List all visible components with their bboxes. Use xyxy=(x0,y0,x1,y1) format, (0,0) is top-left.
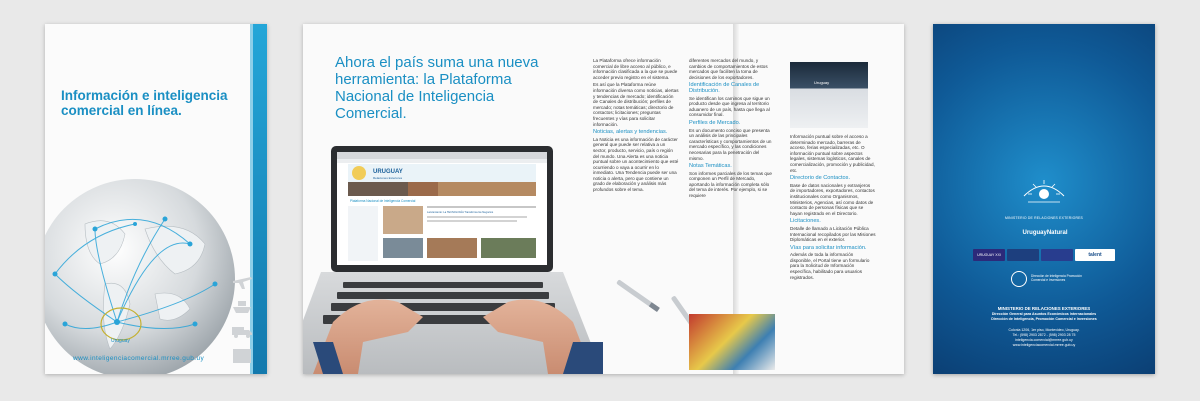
col3-p1: Información puntual sobre el acceso a determinado mercado, barreras de acceso, ferias especializadas, etc. O información puntual sobre aspectos legales, sistemas logísticos, canales de comercialización, promoción y publicidad, etc. xyxy=(790,134,875,173)
cover-url[interactable]: www.inteligenciacomercial.mrree.gub.uy xyxy=(73,355,205,362)
uruguay-map-label: Uruguay xyxy=(111,338,130,344)
site-title: Plataforma Nacional de Inteligencia Comercial xyxy=(350,199,416,203)
ministry-seal-icon xyxy=(1018,174,1070,214)
ic-logo-icon xyxy=(1011,271,1027,287)
col3-heading-3: Vías para solicitar información. xyxy=(790,244,867,251)
col3-p2: Base de datos nacionales y extranjeros de importadores, exportadores, contactos institucionales como Organismos, Ministerios, Agencias, así como datos de contacto de personas físicas que se hayan registrado en el Directorio. xyxy=(790,182,875,216)
ship-icon xyxy=(233,301,251,313)
back-line-2: Dirección General para Asuntos Económicos Internacionales xyxy=(991,312,1097,316)
back-email[interactable]: inteligencia.comercial@mrree.gub.uy xyxy=(1015,338,1073,342)
partner-logo-talent: talent xyxy=(1075,249,1115,261)
cover-title: Información e inteligencia comercial en línea. xyxy=(61,88,228,118)
globe-network-illustration xyxy=(45,174,245,374)
col2-p2: Se identifican los caminos que sigue un producto desde que ingresa al territorio aduanero de un país, hasta que llega al consumidor final. xyxy=(689,95,770,118)
site-news-headline: Lanzamiento: La TECNOLOGÍA Transforma los Negocios xyxy=(427,211,494,214)
col1-p3: La Noticia es una información de carácter general que puede ser relativa a un sector, producto, servicio, país o región del mundo. Una Alerta es una noticia puntual sobre un acontecimiento que esté ocurriendo o vaya a ocurrir en lo inmediato. Una Tendencia puede ser una noticia o alerta, pero que contiene un grado de elaboración y análisis más profundos sobre el tema. xyxy=(593,136,679,193)
col1-heading: Noticias, alertas y tendencias. xyxy=(593,129,668,136)
col1-p2: Es así que la Plataforma reúne información diversa como noticias, alertas y tendencias de mercado; identificación de Canales de distribución; perfiles de mercado; notas temáticas; directorio de contactos; licitaciones; preguntas frecuentes y vías para solicitar información. xyxy=(593,82,679,127)
booth-brand: Uruguay xyxy=(814,80,830,85)
spread-headline: Ahora el país suma una nueva herramienta: la Plataforma Nacional de Inteligencia Comercial. xyxy=(335,54,539,122)
brochure-cover-panel xyxy=(45,24,267,374)
uruguay-natural-brand: UruguayNatural xyxy=(1022,230,1068,236)
partner-logo-3 xyxy=(1041,249,1073,261)
laptop-hands-photo xyxy=(303,142,603,374)
expo-booth-photo xyxy=(790,62,868,128)
text-column-1 xyxy=(593,58,679,195)
supermarket-photo xyxy=(689,314,775,370)
back-line-1: MINISTERIO DE RELACIONES EXTERIORES xyxy=(997,306,1091,311)
cover-blue-band xyxy=(253,24,267,374)
brochure-inner-spread xyxy=(303,24,904,374)
ministry-seal-label: MINISTERIO DE RELACIONES EXTERIORES xyxy=(1004,216,1084,220)
back-line-3: Dirección de Inteligencia, Promoción Comercial e Inversiones xyxy=(991,317,1097,321)
col2-p1: diferentes mercados del mundo, y cambios de comportamientos de estos mercados que faciliten la toma de decisiones de los exportadores. xyxy=(689,58,768,80)
site-brand: URUGUAY xyxy=(373,169,403,175)
truck-icon xyxy=(232,327,252,335)
col2-p3: Es un documento conciso que presenta un análisis de las principales características y comportamientos de un mercado específico, y las condiciones necesarias para la penetración del mismo. xyxy=(689,127,772,161)
back-url[interactable]: www.inteligenciacomercial.mrree.gub.uy xyxy=(1012,343,1076,347)
col3-p4: Además de toda la información disponible, el Portal tiene un formulario para la Solicitud de Información específica, habilitado para usuarios registrados. xyxy=(790,252,870,280)
brochure-back-panel xyxy=(933,24,1155,374)
partner-logo-2 xyxy=(1007,249,1039,261)
col3-heading-2: Licitaciones. xyxy=(790,218,821,225)
site-sub: Relaciones Exteriores xyxy=(373,176,403,180)
col2-p4: Son informes parciales de los temas que componen un Perfil de Mercado, aportando la información completa sólo del tema de interés. Por ejemplo, si se requiere xyxy=(689,170,772,199)
col2-heading-3: Notas Temáticas. xyxy=(689,163,732,170)
ic-label: Dirección de Inteligencia Promoción Comercial e Inversiones xyxy=(1031,274,1082,282)
col1-p1: La Plataforma ofrece información comercial de libre acceso al público, e información clasificada a la que se puede acceder previo registro en el sistema. xyxy=(593,58,678,80)
container-icon xyxy=(233,349,251,363)
text-column-2 xyxy=(689,58,775,201)
transport-icons xyxy=(231,269,253,369)
col3-p3: Detalle de llamado a Licitación Pública Internacional recopilados por las Misiones Diplomáticas en el exterior. xyxy=(790,225,876,243)
text-column-3 xyxy=(790,134,876,282)
back-address-1: Colonia 1206, 1er piso, Montevideo, Uruguay. xyxy=(1008,328,1080,332)
partner-logo-1: URUGUAY XXI xyxy=(973,249,1005,261)
plane-icon xyxy=(233,277,252,289)
back-address-2: Tel.: (598) 2903 2872 - (598) 2903 28 75 xyxy=(1012,333,1076,337)
col3-heading-1: Directorio de Contactos. xyxy=(790,175,851,182)
col2-heading-2: Perfiles de Mercado. xyxy=(689,119,741,126)
col2-heading-1: Identificación de Canales de Distribución. xyxy=(689,82,760,94)
